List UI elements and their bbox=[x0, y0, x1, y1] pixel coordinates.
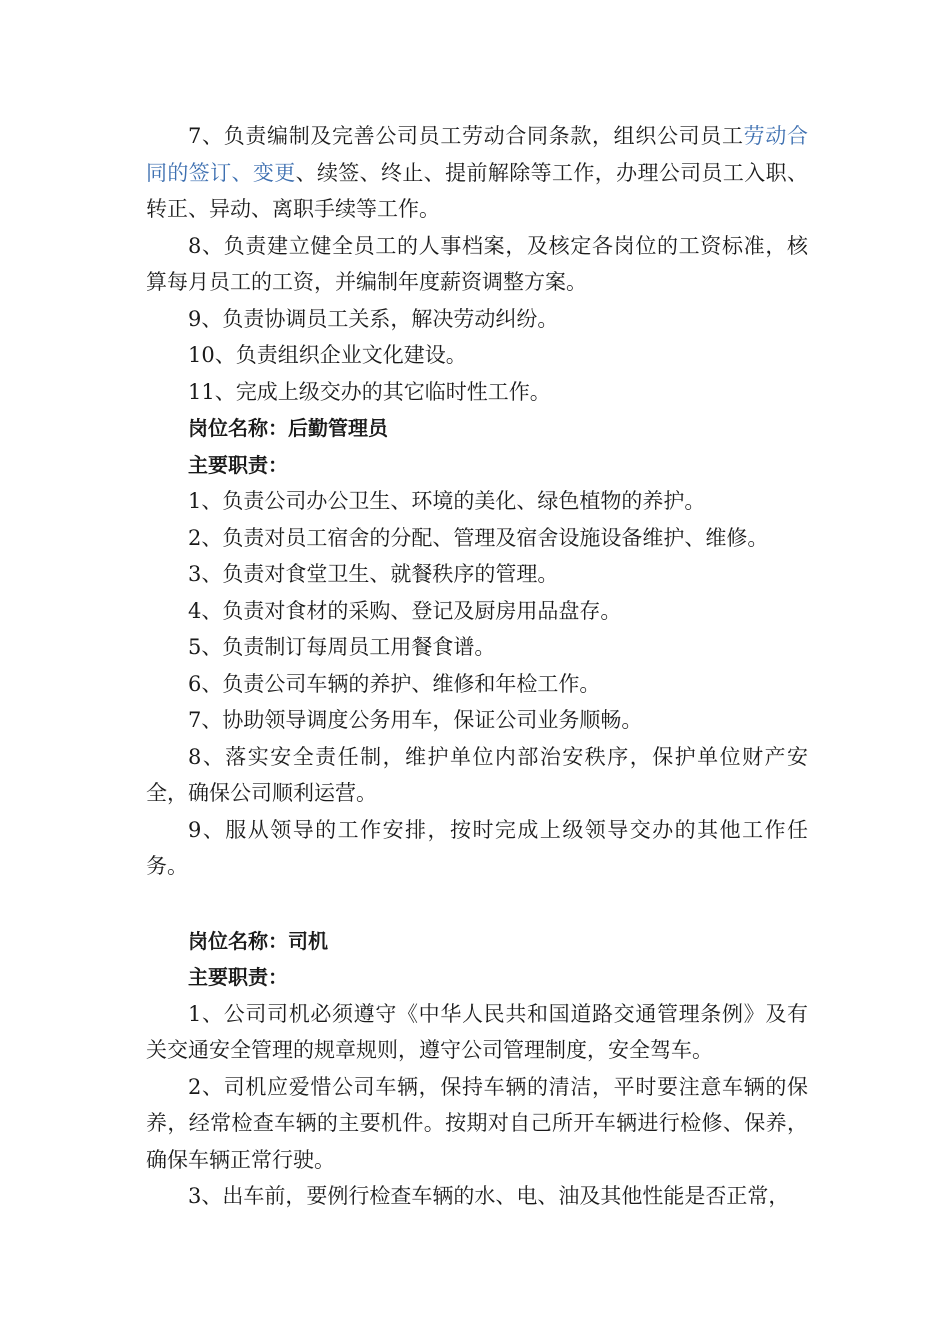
logistics-duty-item-9: 9、服从领导的工作安排，按时完成上级领导交办的其他工作任务。 bbox=[146, 817, 808, 878]
driver-duties-label: 主要职责： bbox=[188, 965, 288, 989]
hr-duty-item-7-prefix: 7、负责编制及完善公司员工劳动合同条款，组织公司员工 bbox=[188, 124, 744, 148]
hr-duty-item-10: 10、负责组织企业文化建设。 bbox=[188, 343, 467, 367]
logistics-duties-label: 主要职责： bbox=[188, 452, 288, 477]
section-spacer bbox=[146, 885, 808, 923]
logistics-duty-item-6: 6、负责公司车辆的养护、维修和年检工作。 bbox=[188, 671, 601, 696]
logistics-duty-item-2: 2、负责对员工宿舍的分配、管理及宿舍设施设备维护、维修。 bbox=[188, 525, 769, 550]
hr-duty-item-7-suffix: 、续签、终止、提前解除等工作，办理公司员工入职、转正、异动、离职手续等工作。 bbox=[146, 160, 809, 221]
logistics-duty-item-4: 4、负责对食材的采购、登记及厨房用品盘存。 bbox=[188, 598, 622, 623]
driver-duty-item-3: 3、出车前，要例行检查车辆的水、电、油及其他性能是否正常， bbox=[188, 1184, 790, 1208]
labor-contract-link[interactable]: 劳动合同的签订、变更 bbox=[146, 124, 809, 185]
logistics-duty-item-5: 5、负责制订每周员工用餐食谱。 bbox=[188, 635, 496, 659]
hr-duty-item-7 bbox=[146, 118, 808, 228]
driver-duty-item-1: 1、公司司机必须遵守《中华人民共和国道路交通管理条例》及有关交通安全管理的规章规则，遵守公司管理制度，安全驾车。 bbox=[146, 1001, 808, 1062]
driver-position-title: 岗位名称：司机 bbox=[188, 928, 328, 953]
logistics-duty-item-8: 8、落实安全责任制，维护单位内部治安秩序，保护单位财产安全，确保公司顺利运营。 bbox=[146, 744, 808, 805]
logistics-position-title: 岗位名称：后勤管理员 bbox=[188, 416, 388, 440]
hr-duty-item-11: 11、完成上级交办的其它临时性工作。 bbox=[188, 379, 551, 404]
logistics-duty-item-3: 3、负责对食堂卫生、就餐秩序的管理。 bbox=[188, 562, 559, 586]
hr-duty-item-9: 9、负责协调员工关系，解决劳动纠纷。 bbox=[188, 306, 559, 331]
logistics-duty-item-1: 1、负责公司办公卫生、环境的美化、绿色植物的养护。 bbox=[188, 489, 706, 513]
hr-duty-item-8: 8、负责建立健全员工的人事档案，及核定各岗位的工资标准，核算每月员工的工资，并编制年度薪资调整方案。 bbox=[146, 233, 808, 294]
logistics-duty-item-7: 7、协助领导调度公务用车，保证公司业务顺畅。 bbox=[188, 708, 643, 732]
document-page bbox=[146, 118, 808, 1215]
driver-duty-item-2: 2、司机应爱惜公司车辆，保持车辆的清洁，平时要注意车辆的保养，经常检查车辆的主要机件。按期对自己所开车辆进行检修、保养，确保车辆正常行驶。 bbox=[146, 1074, 808, 1172]
